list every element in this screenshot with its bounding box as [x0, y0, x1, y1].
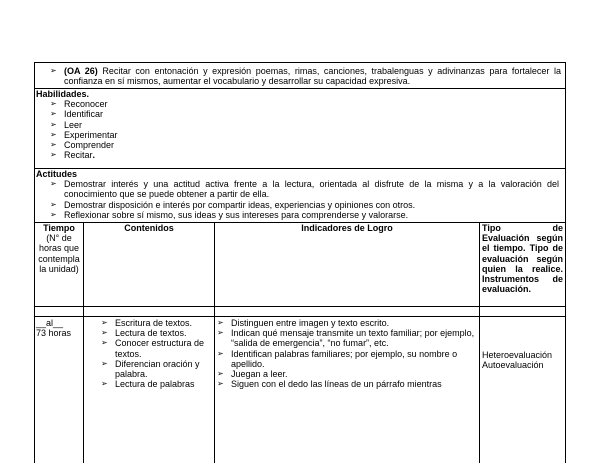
header-tiempo-sub: (N° de horas que contempla la unidad)	[38, 233, 80, 274]
header-tiempo	[35, 223, 83, 274]
actitud-item: ➢ Demostrar disposición e interés por compartir ideas, experiencias y opiniones con otros.	[50, 200, 559, 210]
cell-evaluacion	[482, 350, 564, 370]
evaluacion-hetero: Heteroevaluación	[482, 350, 553, 360]
indicador-item: ➢ Distinguen entre imagen y texto escrito.	[217, 318, 475, 328]
actitudes-section	[34, 168, 566, 223]
contenido-item: ➢ Lectura de textos.	[101, 328, 211, 338]
cell-indicadores	[217, 318, 475, 389]
actitud-item: ➢ Demostrar interés y una actitud activa frente a la lectura, orientada al disfrute de la misma y a la valoración del conocimiento que se puede obtener a partir de ella.	[50, 179, 559, 199]
indicador-item: ➢ Identifican palabras familiares; por ejemplo, su nombre o apellido.	[217, 349, 475, 369]
column-divider	[479, 222, 480, 463]
cell-contenidos	[101, 318, 211, 389]
actitud-item: ➢ Reflexionar sobre sí mismo, sus ideas y sus intereses para comprenderse y valorarse.	[50, 210, 559, 220]
habilidad-item: ➢ Reconocer	[50, 99, 565, 109]
row-divider	[34, 306, 566, 307]
habilidad-label: Recitar	[64, 150, 93, 161]
oa-text: Recitar con entonación y expresión poemas, rimas, canciones, trabalenguas y adivinanzas para fortalecer la confianza en sí mismos, aumentar el vocabulario y desarrollar su capacidad expresiva.	[64, 66, 561, 87]
column-divider	[214, 222, 215, 463]
habilidades-title: Habilidades.	[36, 89, 90, 99]
contenido-item: ➢ Conocer estructura de textos.	[101, 338, 211, 358]
habilidad-item	[50, 150, 565, 160]
contenido-item: ➢ Escritura de textos.	[101, 318, 211, 328]
oa-code: (OA 26)	[64, 66, 98, 76]
header-tiempo-label: Tiempo	[43, 223, 75, 233]
habilidad-item: ➢ Identificar	[50, 109, 565, 119]
habilidad-item: ➢ Experimentar	[50, 130, 565, 140]
oa-item	[50, 66, 561, 86]
contenido-item: ➢ Lectura de palabras	[101, 379, 211, 389]
habilidad-item: ➢ Comprender	[50, 140, 565, 150]
habilidad-item: ➢ Leer	[50, 120, 565, 130]
indicador-item: ➢ Indican qué mensaje transmite un texto familiar; por ejemplo, “salida de emergencia”, “no fumar”, etc.	[217, 328, 475, 348]
habilidades-section	[34, 88, 566, 169]
habilidades-list	[35, 99, 565, 160]
indicador-item: ➢ Siguen con el dedo las líneas de un párrafo mientras	[217, 379, 475, 389]
column-divider	[83, 222, 84, 463]
contenido-item: ➢ Diferencian oración y palabra.	[101, 359, 211, 379]
tiempo-horas: 73 horas	[36, 328, 72, 339]
header-indicadores: Indicadores de Logro	[301, 223, 393, 233]
tiempo-range: __al__	[36, 318, 64, 328]
indicador-item: ➢ Juegan a leer.	[217, 369, 475, 379]
actitudes-title: Actitudes	[36, 169, 78, 179]
oa-section	[34, 62, 566, 89]
header-contenidos: Contenidos	[124, 223, 174, 233]
habilidad-suffix: .	[92, 150, 96, 161]
header-tipo-evaluacion: Tipo de Evaluación según el tiempo. Tipo de evaluación según quien la realice. Instrumentos de evaluación.	[482, 223, 563, 295]
row-divider	[34, 316, 566, 317]
evaluacion-auto: Autoevaluación	[482, 360, 544, 371]
cell-tiempo	[36, 318, 82, 338]
